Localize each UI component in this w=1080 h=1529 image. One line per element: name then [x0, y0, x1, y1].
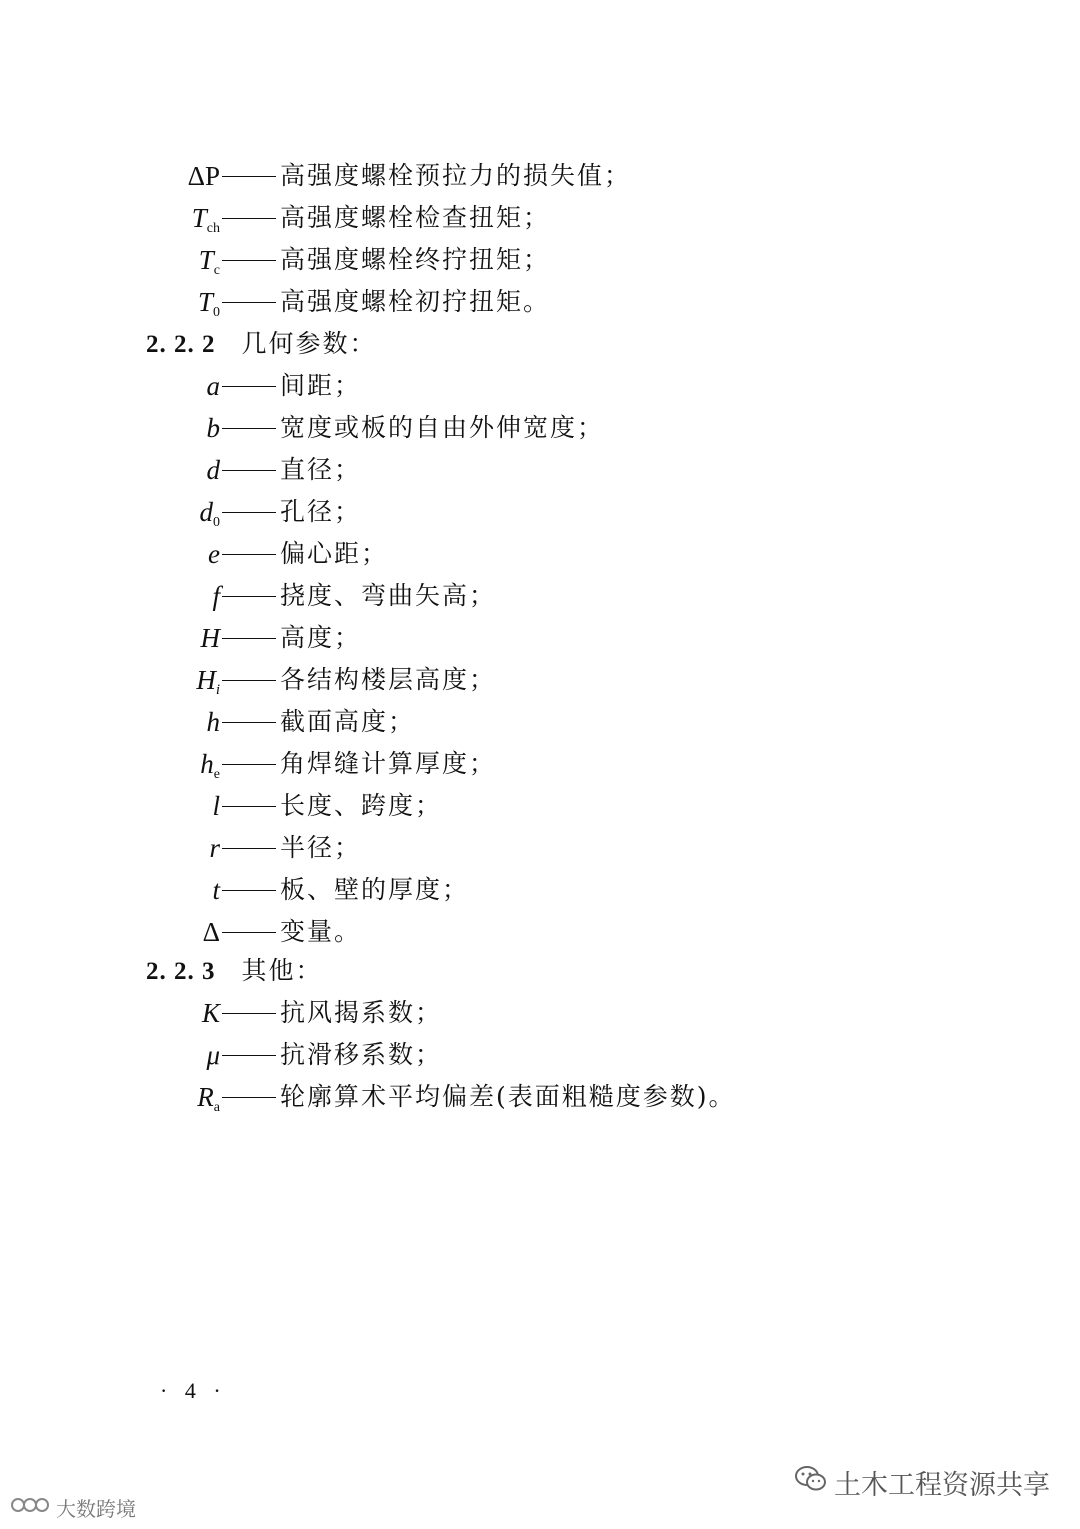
symbol: K: [201, 998, 220, 1028]
watermark-right: [794, 1462, 1050, 1502]
symbol: ΔP: [187, 161, 220, 191]
em-dash: [222, 638, 276, 639]
symbol: h: [206, 707, 220, 737]
symbol-description: 挠度、弯曲矢高；: [280, 581, 497, 610]
em-dash: [222, 848, 276, 849]
symbol: μ: [206, 1040, 220, 1070]
symbol: b: [206, 413, 220, 443]
symbol-description: 各结构楼层高度；: [280, 665, 497, 694]
em-dash: [222, 386, 276, 387]
section-heading: [146, 950, 323, 992]
symbol: r: [209, 833, 220, 863]
symbol-description: 长度、跨度；: [280, 791, 443, 820]
em-dash: [222, 428, 276, 429]
section-title: 其他：: [241, 956, 323, 985]
symbol: $d_0$: [199, 497, 220, 530]
symbol: l: [212, 791, 220, 821]
em-dash: [222, 890, 276, 891]
symbol: $h_e$: [200, 749, 220, 782]
em-dash: [222, 260, 276, 261]
symbol-description: 高度；: [280, 623, 362, 652]
em-dash: [222, 176, 276, 177]
symbol-description: 变量。: [280, 917, 362, 946]
symbol: $T_c$: [198, 245, 220, 278]
em-dash: [222, 218, 276, 219]
em-dash: [222, 470, 276, 471]
section-number: 2. 2. 2: [146, 331, 216, 358]
symbol: f: [212, 581, 220, 611]
symbol: H: [200, 623, 220, 653]
symbol-description: 偏心距；: [280, 539, 389, 568]
em-dash: [222, 1013, 276, 1014]
symbol-description: 孔径；: [280, 497, 362, 526]
section-heading: [146, 323, 377, 365]
em-dash: [222, 1055, 276, 1056]
symbol: Hi: [196, 665, 220, 698]
symbol-description: 截面高度；: [280, 707, 416, 736]
symbol-description: 间距；: [280, 371, 362, 400]
watermark-left: [10, 1492, 136, 1522]
symbol-description: 高强度螺栓初拧扭矩。: [280, 287, 551, 316]
symbol: t: [212, 875, 220, 905]
wechat-icon: [794, 1464, 828, 1501]
em-dash: [222, 764, 276, 765]
watermark-text: 土木工程资源共享: [834, 1469, 1050, 1501]
em-dash: [222, 302, 276, 303]
symbol-description: 高强度螺栓预拉力的损失值；: [280, 161, 632, 190]
symbol: $T_{ch}$: [191, 203, 220, 236]
em-dash: [222, 722, 276, 723]
symbol-description: 角焊缝计算厚度；: [280, 749, 497, 778]
em-dash: [222, 932, 276, 933]
symbol-description: 半径；: [280, 833, 362, 862]
em-dash: [222, 680, 276, 681]
symbol-description: 轮廓算术平均偏差(表面粗糙度参数)。: [280, 1082, 736, 1111]
symbol-description: 板、壁的厚度；: [280, 875, 470, 904]
symbol-description: 高强度螺栓检查扭矩；: [280, 203, 551, 232]
page-number: · 4 ·: [160, 1378, 227, 1403]
section-title: 几何参数：: [241, 329, 377, 358]
symbol: $T_0$: [197, 287, 220, 320]
em-dash: [222, 1097, 276, 1098]
symbol: Δ: [202, 917, 220, 947]
symbol-description: 抗风揭系数；: [280, 998, 443, 1027]
section-number: 2. 2. 3: [146, 958, 216, 985]
symbol: $R_a$: [197, 1082, 220, 1115]
symbol: e: [208, 539, 220, 569]
symbol-description: 抗滑移系数；: [280, 1040, 443, 1069]
em-dash: [222, 512, 276, 513]
symbol-description: 高强度螺栓终拧扭矩；: [280, 245, 551, 274]
logo-icon: [10, 1493, 50, 1522]
symbol-description: 宽度或板的自由外伸宽度；: [280, 413, 605, 442]
em-dash: [222, 554, 276, 555]
symbol-description: 直径；: [280, 455, 362, 484]
em-dash: [222, 596, 276, 597]
symbol: d: [206, 455, 220, 485]
em-dash: [222, 806, 276, 807]
symbol: a: [206, 371, 220, 401]
watermark-text: 大数跨境: [56, 1496, 136, 1521]
